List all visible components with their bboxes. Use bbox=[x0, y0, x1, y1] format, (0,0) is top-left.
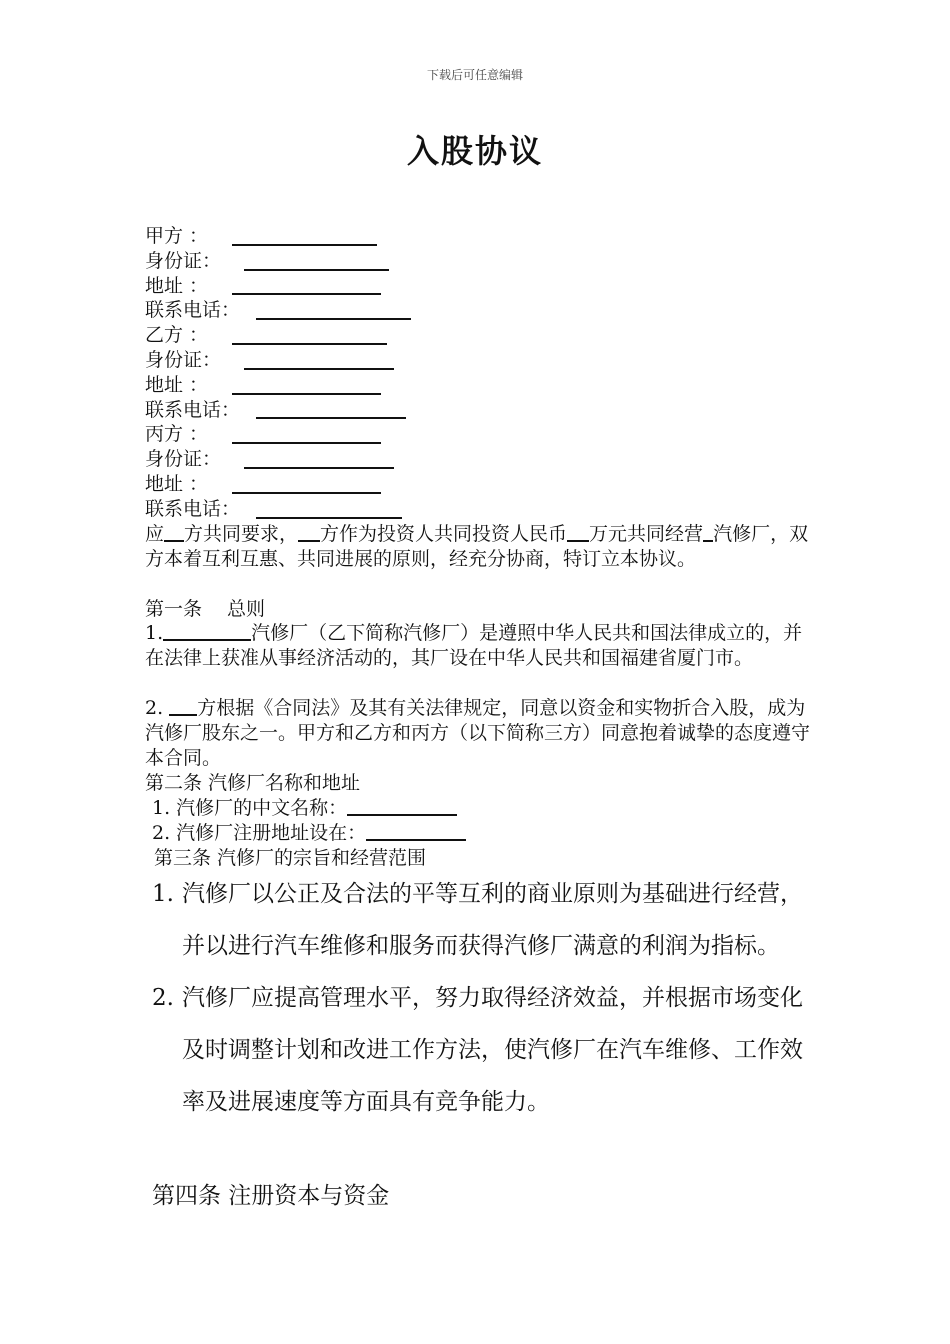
fill-blank[interactable] bbox=[163, 621, 251, 641]
list-item bbox=[152, 972, 817, 1128]
field-row bbox=[145, 224, 825, 249]
fill-blank[interactable] bbox=[256, 318, 411, 320]
fill-blank[interactable] bbox=[366, 821, 466, 841]
field-label: 联系电话： bbox=[145, 497, 241, 520]
article-1-item-1 bbox=[145, 621, 810, 671]
field-label: 身份证： bbox=[145, 249, 222, 272]
intro-text: 万元共同经营 bbox=[589, 523, 704, 545]
article-2-item-1 bbox=[152, 796, 812, 821]
article-2-item-2 bbox=[152, 821, 812, 846]
item-number: 2. bbox=[145, 697, 164, 719]
item-text: 方根据《合同法》及其有关法律规定，同意以资金和实物折合入股，成为汽修厂股东之一。甲方和乙方和丙方（以下简称三方）同意抱着诚挚的态度遵守本合同。 bbox=[145, 697, 811, 769]
intro-text: 汽修厂，双方本着互利互惠、共同进展的原则，经充分协商，特订立本协议。 bbox=[145, 523, 809, 570]
fill-blank[interactable] bbox=[256, 517, 402, 519]
fill-blank[interactable] bbox=[169, 696, 197, 716]
page-header: 下载后可任意编辑 bbox=[426, 68, 523, 82]
fill-blank[interactable] bbox=[232, 442, 381, 444]
article-1-item-2 bbox=[145, 696, 810, 770]
intro-paragraph bbox=[145, 522, 810, 572]
field-row bbox=[145, 373, 825, 398]
fill-blank[interactable] bbox=[232, 393, 381, 395]
fill-blank[interactable] bbox=[244, 269, 389, 271]
field-row bbox=[145, 422, 825, 447]
article-2-heading: 第二条 汽修厂名称和地址 bbox=[145, 772, 361, 794]
item-text: 汽修厂以公正及合法的平等互利的商业原则为基础进行经营，并以进行汽车维修和服务而获得汽修厂满意的利润为指标。 bbox=[182, 881, 803, 959]
field-label: 地址 ： bbox=[145, 472, 209, 495]
fill-blank[interactable] bbox=[347, 796, 457, 816]
intro-text: 方作为投资人共同投资人民币 bbox=[320, 523, 568, 545]
item-number: 1. bbox=[152, 881, 174, 907]
fill-blank[interactable] bbox=[244, 467, 394, 469]
field-row bbox=[145, 497, 825, 522]
fill-blank[interactable] bbox=[567, 522, 589, 542]
field-row bbox=[145, 323, 825, 348]
fill-blank[interactable] bbox=[298, 522, 320, 542]
fill-blank[interactable] bbox=[232, 293, 381, 295]
document-title: 入股协议 bbox=[406, 132, 543, 170]
intro-text: 应 bbox=[145, 523, 165, 545]
fill-blank[interactable] bbox=[164, 522, 184, 542]
field-label: 地址 ： bbox=[145, 274, 209, 297]
field-label: 联系电话： bbox=[145, 398, 241, 421]
party-fields bbox=[145, 224, 825, 522]
field-label: 身份证： bbox=[145, 348, 222, 371]
item-text: 汽修厂应提高管理水平，努力取得经济效益，并根据市场变化及时调整计划和改进工作方法，使汽修厂在汽车维修、工作效率及进展速度等方面具有竞争能力。 bbox=[182, 985, 803, 1115]
item-text: 汽修厂（乙下简称汽修厂）是遵照中华人民共和国法律成立的，并在法律上获准从事经济活动的，其厂设在中华人民共和国福建省厦门市。 bbox=[145, 622, 803, 669]
field-row bbox=[145, 298, 825, 323]
field-label: 地址 ： bbox=[145, 373, 209, 396]
field-row bbox=[145, 249, 825, 274]
fill-blank[interactable] bbox=[232, 244, 377, 246]
list-item bbox=[152, 868, 817, 972]
intro-text: 方共同要求， bbox=[184, 523, 299, 545]
fill-blank[interactable] bbox=[244, 368, 394, 370]
article-4-heading: 第四条 注册资本与资金 bbox=[152, 1183, 390, 1209]
field-row bbox=[145, 274, 825, 299]
field-row bbox=[145, 472, 825, 497]
field-row bbox=[145, 348, 825, 373]
fill-blank[interactable] bbox=[232, 343, 387, 345]
fill-blank[interactable] bbox=[703, 522, 713, 542]
item-text: 1. 汽修厂的中文名称： bbox=[152, 797, 348, 819]
article-1-heading: 第一条 总则 bbox=[145, 598, 266, 620]
item-number: 2. bbox=[152, 985, 174, 1011]
fill-blank[interactable] bbox=[256, 417, 406, 419]
field-label: 身份证： bbox=[145, 448, 222, 471]
field-row bbox=[145, 447, 825, 472]
item-number: 1. bbox=[145, 622, 164, 644]
article-3-heading: 第三条 汽修厂的宗旨和经营范围 bbox=[154, 847, 427, 869]
field-label: 丙方 ： bbox=[145, 423, 209, 446]
fill-blank[interactable] bbox=[232, 492, 381, 494]
field-row bbox=[145, 398, 825, 423]
field-label: 甲方 ： bbox=[145, 225, 209, 247]
field-label: 联系电话： bbox=[145, 299, 241, 322]
article-3-list bbox=[152, 868, 817, 1128]
item-text: 2. 汽修厂注册地址设在： bbox=[152, 822, 367, 844]
field-label: 乙方 ： bbox=[145, 324, 209, 347]
